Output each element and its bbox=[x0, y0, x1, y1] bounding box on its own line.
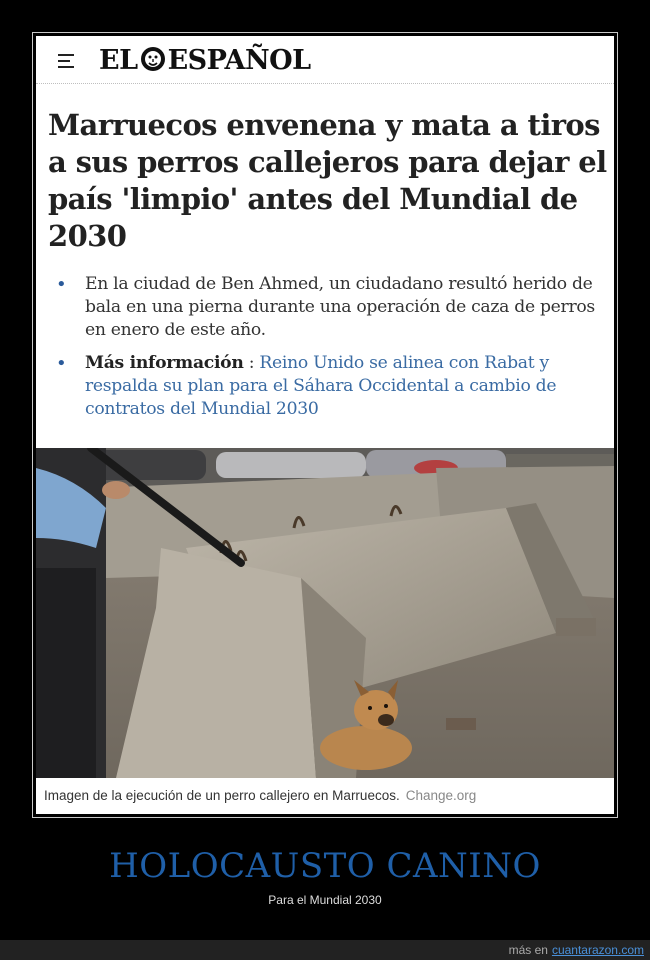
caption-text: Imagen de la ejecución de un perro callejero en Marruecos. bbox=[44, 788, 400, 803]
more-info-separator: : bbox=[243, 353, 260, 373]
photo-credit: Change.org bbox=[405, 788, 477, 803]
footer-bar bbox=[0, 940, 650, 960]
footer-text bbox=[509, 943, 644, 957]
bullet-dot-icon: • bbox=[56, 274, 67, 295]
article-headline[interactable]: Marruecos envenena y mata a tiros a sus perros callejeros para dejar el país 'limpio' antes del Mundial de 2030 bbox=[48, 108, 607, 253]
site-link[interactable]: cuantarazon.com bbox=[551, 943, 644, 957]
more-info-label: Más información bbox=[85, 353, 244, 373]
bullet-dot-icon: • bbox=[56, 353, 67, 374]
post-subtitle: Para el Mundial 2030 bbox=[268, 893, 382, 907]
meme-frame bbox=[32, 32, 618, 818]
related-article-link[interactable]: Reino Unido se alinea con Rabat y respalda su plan para el Sáhara Occidental a cambio de contratos del Mundial 2030 bbox=[85, 353, 557, 419]
bullet-item bbox=[53, 273, 608, 342]
hamburger-menu-icon[interactable] bbox=[58, 54, 76, 68]
logo-text-espanol: ESPAÑOL bbox=[167, 44, 311, 76]
bullet-item bbox=[53, 352, 608, 421]
post-title: HOLOCAUSTO CANINO bbox=[109, 846, 541, 886]
lion-logo-icon bbox=[139, 43, 167, 77]
masthead bbox=[36, 36, 614, 84]
summary-bullets bbox=[53, 273, 608, 431]
bullet-text: En la ciudad de Ben Ahmed, un ciudadano resultó herido de bala en una pierna durante una operación de caza de perros en enero de este año. bbox=[85, 274, 595, 340]
article-photo bbox=[36, 448, 614, 778]
photo-caption bbox=[44, 788, 476, 803]
logo-text-el: EL bbox=[99, 44, 138, 76]
article-card bbox=[36, 36, 614, 814]
site-logo[interactable] bbox=[99, 41, 311, 79]
footer-prefix: más en bbox=[508, 943, 548, 957]
